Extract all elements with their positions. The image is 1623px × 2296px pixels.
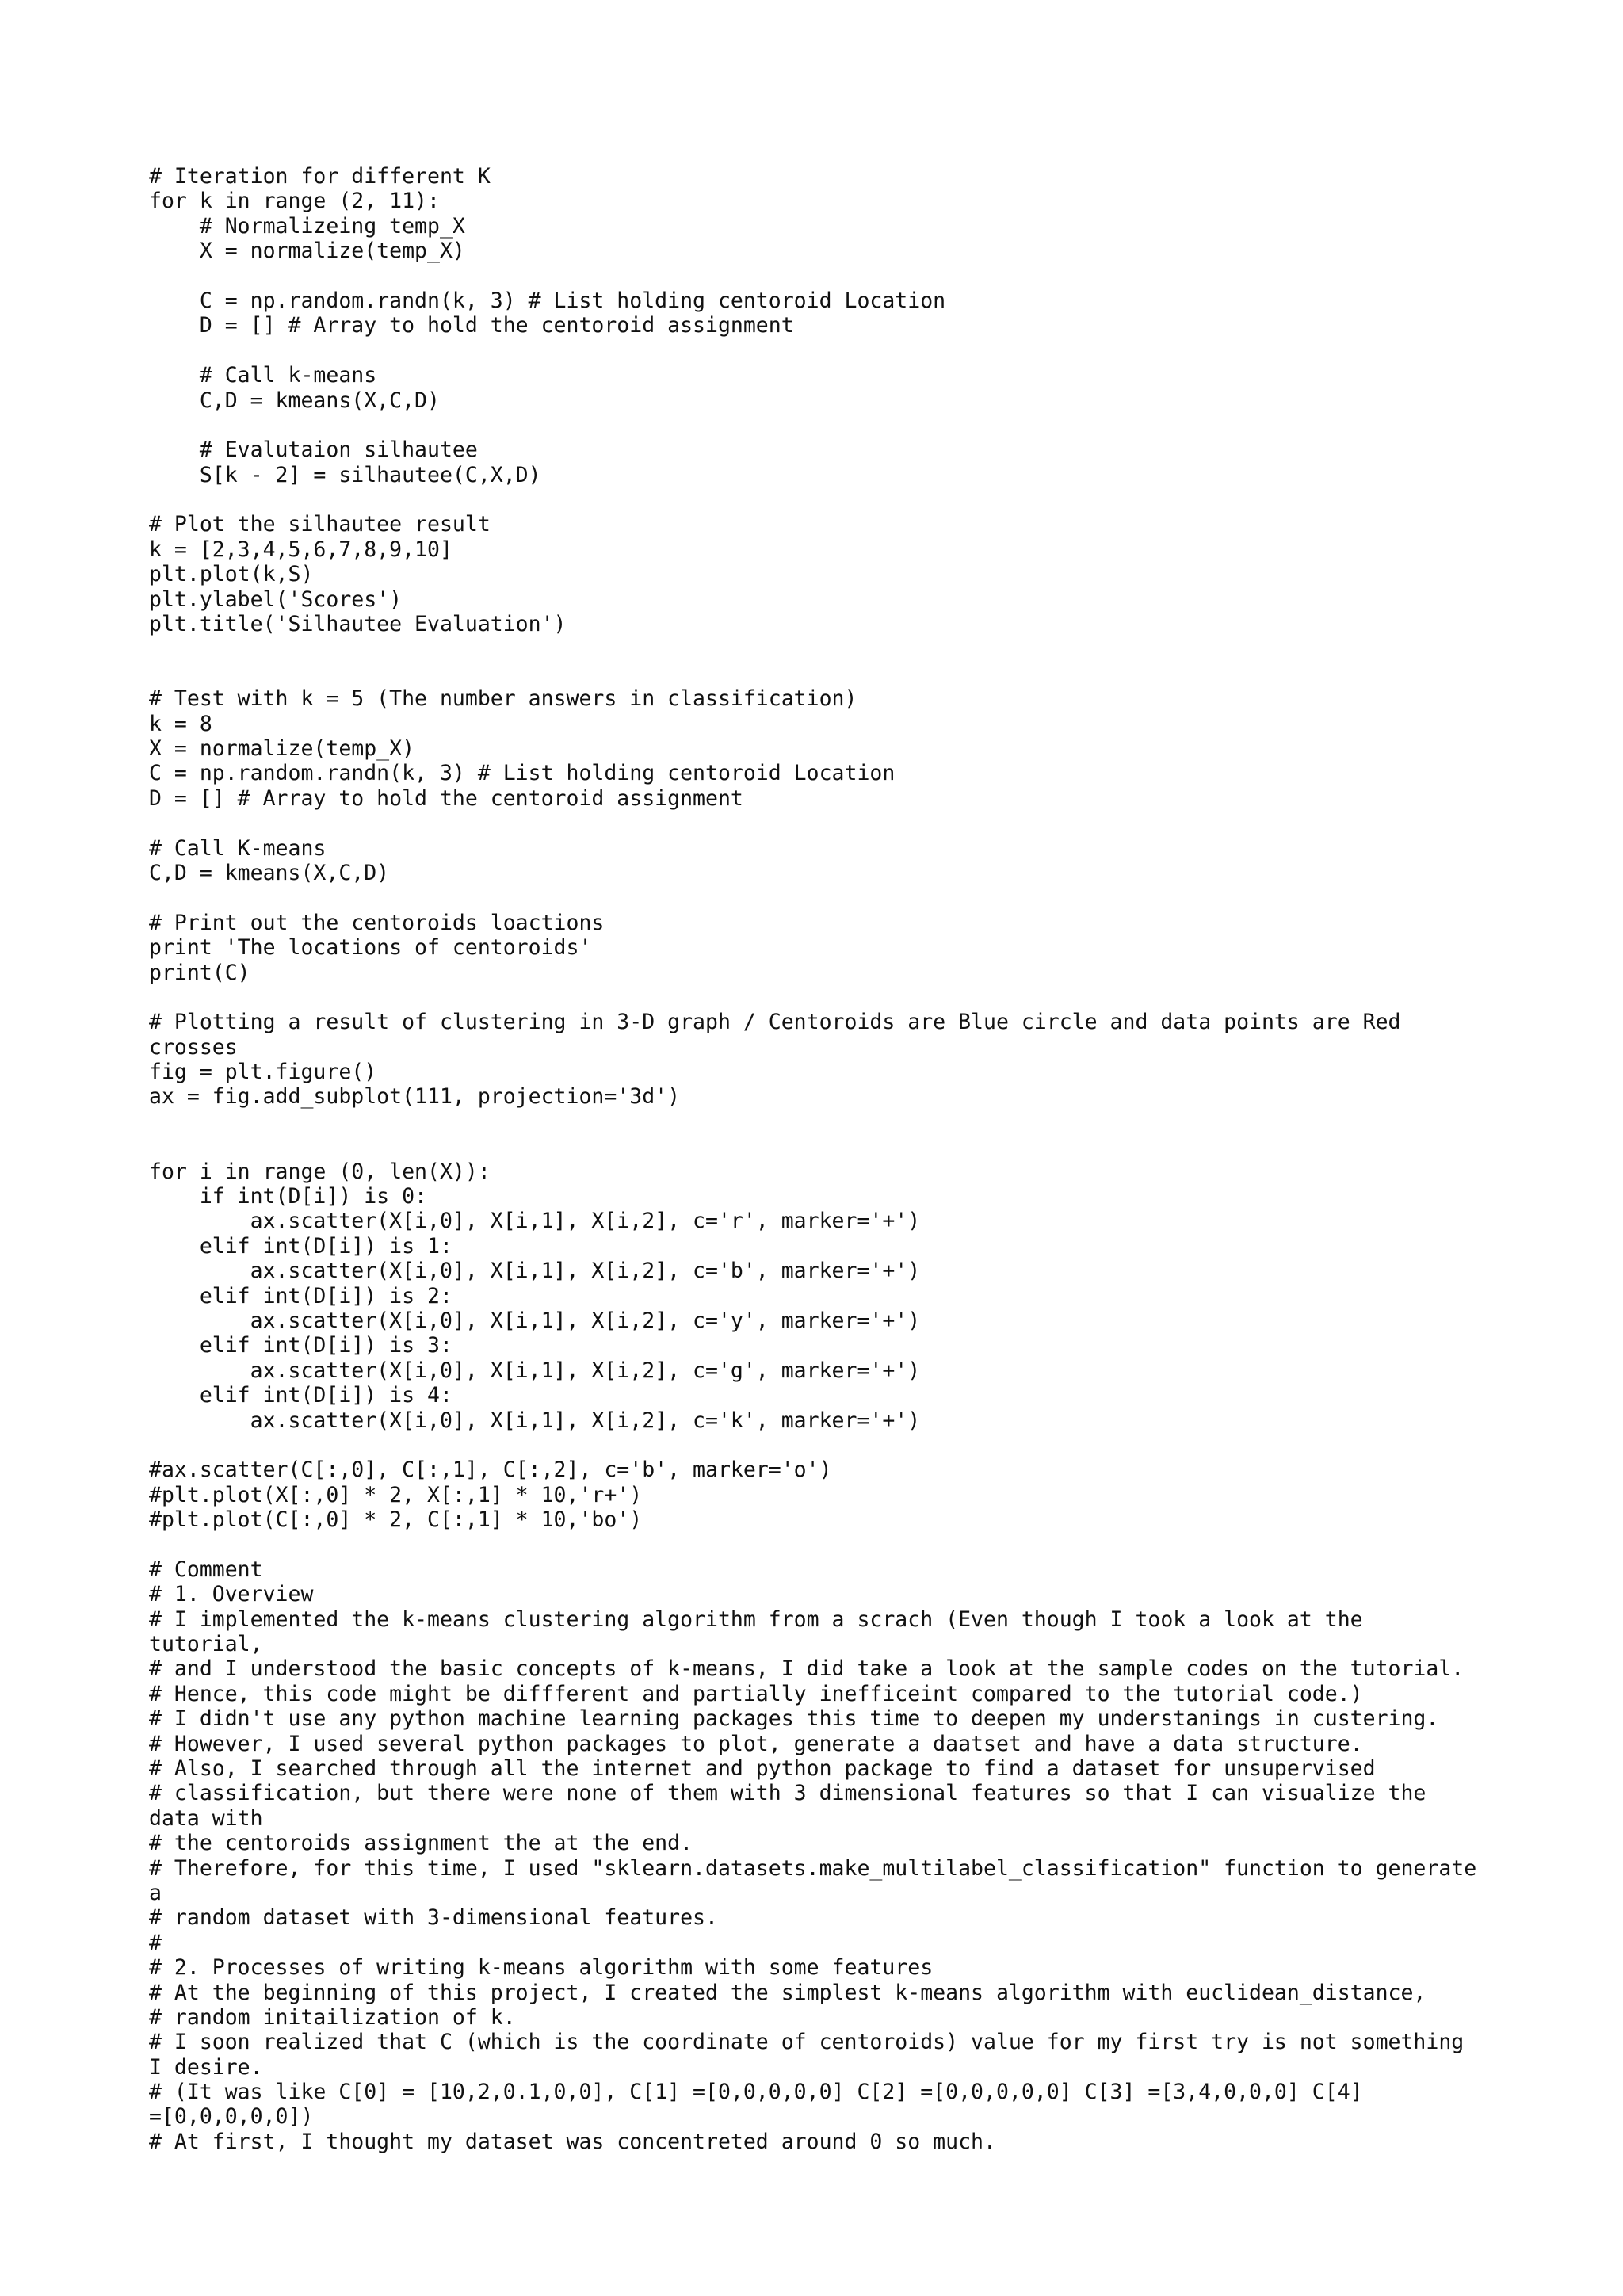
code-line: plt.title('Silhautee Evaluation') xyxy=(149,612,567,637)
code-line: ax.scatter(X[i,0], X[i,1], X[i,2], c='y', marker='+') xyxy=(149,1308,921,1333)
code-line: I desire. xyxy=(149,2054,263,2080)
code-line: X = normalize(temp_X) xyxy=(149,735,415,761)
code-line: # At first, I thought my dataset was concentreted around 0 so much. xyxy=(149,2129,996,2154)
code-line: #plt.plot(C[:,0] * 2, C[:,1] * 10,'bo') xyxy=(149,1507,643,1533)
code-line: ax.scatter(X[i,0], X[i,1], X[i,2], c='k', marker='+') xyxy=(149,1408,921,1433)
blank-line xyxy=(149,487,1575,512)
code-line: C = np.random.randn(k, 3) # List holding centoroid Location xyxy=(149,761,896,786)
code-line: plt.plot(k,S) xyxy=(149,562,314,587)
code-line: # Comment xyxy=(149,1557,263,1582)
code-line: ax = fig.add_subplot(111, projection='3d') xyxy=(149,1084,681,1110)
code-line: ax.scatter(X[i,0], X[i,1], X[i,2], c='r', marker='+') xyxy=(149,1209,921,1234)
code-line: a xyxy=(149,1880,162,1905)
code-line: crosses xyxy=(149,1034,238,1060)
code-line: data with xyxy=(149,1805,263,1831)
code-line: if int(D[i]) is 0: xyxy=(149,1184,427,1209)
code-line: ax.scatter(X[i,0], X[i,1], X[i,2], c='b', marker='+') xyxy=(149,1259,921,1284)
code-line: # However, I used several python packages to plot, generate a daatset and have a data structure. xyxy=(149,1731,1363,1756)
blank-line xyxy=(149,413,1575,437)
blank-line xyxy=(149,338,1575,363)
code-line: print(C) xyxy=(149,960,250,985)
code-line: #ax.scatter(C[:,0], C[:,1], C[:,2], c='b', marker='o') xyxy=(149,1457,832,1483)
code-line: elif int(D[i]) is 3: xyxy=(149,1333,453,1358)
code-line: S[k - 2] = silhautee(C,X,D) xyxy=(149,462,541,487)
code-line: k = [2,3,4,5,6,7,8,9,10] xyxy=(149,537,453,562)
code-line: print 'The locations of centoroids' xyxy=(149,935,592,961)
code-line: X = normalize(temp_X) xyxy=(149,239,465,264)
code-line: C,D = kmeans(X,C,D) xyxy=(149,860,390,885)
blank-line xyxy=(149,662,1575,686)
code-line: # Normalizeing temp_X xyxy=(149,213,465,239)
code-line: # Call k-means xyxy=(149,363,377,388)
code-line: D = [] # Array to hold the centoroid assignment xyxy=(149,313,794,338)
blank-line xyxy=(149,1532,1575,1557)
code-line: # Hence, this code might be diffferent and partially inefficeint compared to the tutorial code.) xyxy=(149,1681,1363,1706)
code-line: elif int(D[i]) is 2: xyxy=(149,1283,453,1308)
code-line: # At the beginning of this project, I created the simplest k-means algorithm with euclidean_distance, xyxy=(149,1980,1426,2005)
blank-line xyxy=(149,1134,1575,1159)
code-line: D = [] # Array to hold the centoroid assignment xyxy=(149,785,743,811)
blank-line xyxy=(149,264,1575,288)
code-line: # and I understood the basic concepts of k-means, I did take a look at the sample codes on the tutorial. xyxy=(149,1656,1465,1682)
code-line: for k in range (2, 11): xyxy=(149,189,440,214)
code-line: # Test with k = 5 (The number answers in classification) xyxy=(149,686,857,712)
code-line: # Iteration for different K xyxy=(149,164,491,189)
code-line: # I didn't use any python machine learning packages this time to deepen my understanings in custering. xyxy=(149,1706,1439,1732)
code-line: # (It was like C[0] = [10,2,0.1,0,0], C[1] =[0,0,0,0,0] C[2] =[0,0,0,0,0] C[3] =[3,4,0,0,0] C[4] xyxy=(149,2080,1363,2105)
code-line: k = 8 xyxy=(149,711,212,736)
code-line: C,D = kmeans(X,C,D) xyxy=(149,388,440,413)
code-line: # Therefore, for this time, I used "sklearn.datasets.make_multilabel_classification" function to generate xyxy=(149,1855,1477,1881)
code-line: # Plot the silhautee result xyxy=(149,512,491,537)
code-line: tutorial, xyxy=(149,1632,263,1657)
code-line: # Evalutaion silhautee xyxy=(149,437,478,463)
code-line: elif int(D[i]) is 4: xyxy=(149,1383,453,1408)
code-line: # random initailization of k. xyxy=(149,2004,516,2030)
code-line: # 2. Processes of writing k-means algorithm with some features xyxy=(149,1955,934,1981)
blank-line xyxy=(149,1110,1575,1134)
blank-line xyxy=(149,985,1575,1010)
code-line: # Plotting a result of clustering in 3-D graph / Centoroids are Blue circle and data points are Red xyxy=(149,1010,1401,1035)
code-line: fig = plt.figure() xyxy=(149,1060,377,1085)
code-line: # xyxy=(149,1930,162,1955)
code-line: elif int(D[i]) is 1: xyxy=(149,1233,453,1259)
code-line: # 1. Overview xyxy=(149,1582,314,1607)
code-line: # I soon realized that C (which is the coordinate of centoroids) value for my first try is not something xyxy=(149,2030,1465,2055)
code-line: C = np.random.randn(k, 3) # List holding centoroid Location xyxy=(149,288,946,313)
code-line: # Print out the centoroids loactions xyxy=(149,910,605,935)
code-line: # the centoroids assignment the at the end. xyxy=(149,1831,693,1856)
blank-line xyxy=(149,811,1575,835)
code-line: # classification, but there were none of them with 3 dimensional features so that I can visualize the xyxy=(149,1781,1426,1806)
code-line: =[0,0,0,0,0]) xyxy=(149,2104,314,2130)
code-line: #plt.plot(X[:,0] * 2, X[:,1] * 10,'r+') xyxy=(149,1482,643,1507)
code-line: # Also, I searched through all the internet and python package to find a dataset for unsupervised xyxy=(149,1756,1376,1781)
blank-line xyxy=(149,1433,1575,1457)
code-listing xyxy=(149,164,1575,2154)
code-line: # I implemented the k-means clustering algorithm from a scrach (Even though I took a look at the xyxy=(149,1606,1363,1632)
blank-line xyxy=(149,885,1575,910)
code-line: for i in range (0, len(X)): xyxy=(149,1159,491,1184)
blank-line xyxy=(149,636,1575,661)
code-line: # random dataset with 3-dimensional features. xyxy=(149,1905,718,1931)
code-line: ax.scatter(X[i,0], X[i,1], X[i,2], c='g', marker='+') xyxy=(149,1358,921,1383)
code-line: # Call K-means xyxy=(149,835,327,861)
code-line: plt.ylabel('Scores') xyxy=(149,586,403,612)
